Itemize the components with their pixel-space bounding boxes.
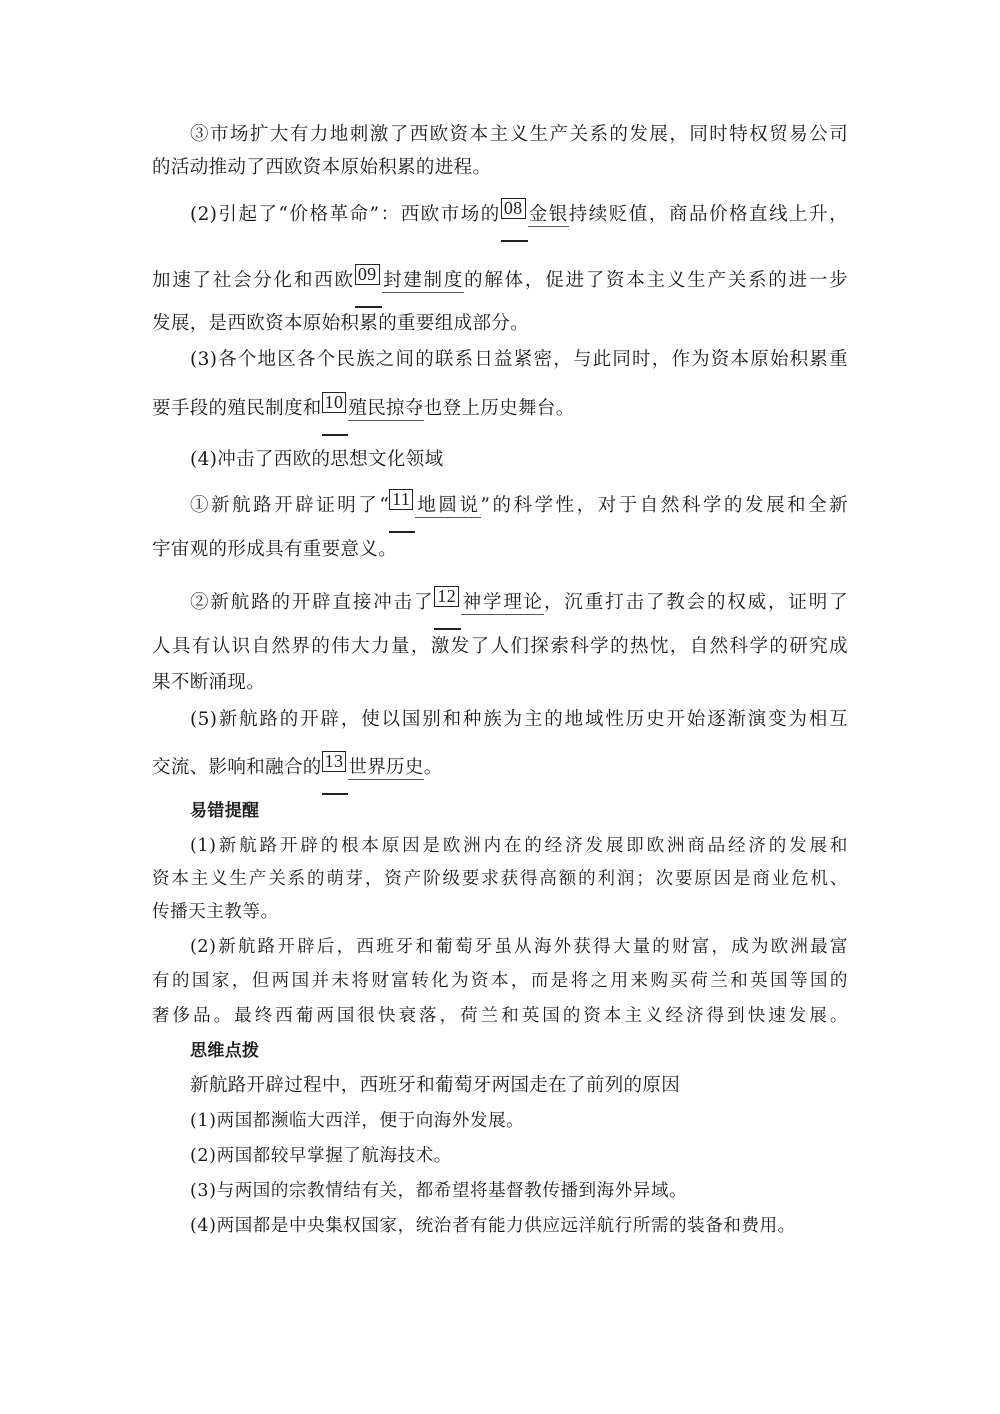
answer-text: 神学理论 <box>461 592 545 613</box>
text: 资本主义生产关系的萌芽，资产阶级要求获得高额的利润；次要原因是商业危机、 <box>152 869 848 889</box>
text: 也登上历史舞台。 <box>423 398 575 419</box>
paragraph-round-earth-cont <box>152 537 848 563</box>
text: 的解体，促进了资本主义生产关系的进一步 <box>464 270 848 291</box>
text: 持续贬值，商品价格直线上升， <box>568 204 849 225</box>
heading-mistake-reminder: 易错提醒 <box>190 801 260 821</box>
paragraph-theology <box>190 586 848 624</box>
mistake-item-2-cont <box>152 968 848 994</box>
answer-blank-09 <box>355 264 382 308</box>
text: ，沉重打击了教会的权威，证明了 <box>544 592 848 613</box>
thinking-tips-intro: 新航路开辟过程中，西班牙和葡萄牙两国走在了前列的原因 <box>190 1075 681 1096</box>
blank-number-box: 11 <box>389 489 413 510</box>
text: ”的科学性，对于自然科学的发展和全新 <box>480 495 848 516</box>
paragraph-market-expansion <box>190 122 848 148</box>
text: (3)各个地区各个民族之间的联系日益紧密，与此同时，作为资本原始积累重 <box>190 349 848 370</box>
mistake-item-2-end <box>152 1003 848 1029</box>
paragraph-round-earth <box>190 489 848 527</box>
paragraph-price-revolution-end <box>152 311 848 337</box>
paragraph-thought-culture <box>190 447 848 473</box>
blank-number-box: 10 <box>322 392 347 413</box>
thinking-tip-item: (1)两国都濒临大西洋，便于向海外发展。 <box>190 1111 525 1131</box>
text: 人具有认识自然界的伟大力量，激发了人们探索科学的热忱，自然科学的研究成 <box>152 636 848 657</box>
mistake-item-2 <box>190 934 848 960</box>
text: 要手段的殖民制度和 <box>152 398 322 419</box>
answer-text: 殖民掠夺 <box>348 398 424 419</box>
text: (4)冲击了西欧的思想文化领域 <box>190 449 444 470</box>
text: ③市场扩大有力地刺激了西欧资本主义生产关系的发展，同时特权贸易公司 <box>190 124 848 145</box>
text: 。 <box>423 757 443 778</box>
paragraph-world-history-cont <box>152 751 848 789</box>
text: (1)新航路开辟的根本原因是欧洲内在的经济发展即欧洲商品经济的发展和 <box>190 836 848 856</box>
answer-text: 地圆说 <box>415 495 481 516</box>
answer-blank-08 <box>501 198 528 242</box>
paragraph-colonial-cont <box>152 392 848 430</box>
mistake-item-1-end <box>152 899 848 925</box>
text: 宇宙观的形成具有重要意义。 <box>152 539 398 560</box>
blank-number-box: 09 <box>355 264 380 285</box>
paragraph-price-revolution <box>190 198 849 236</box>
blank-number-box: 08 <box>501 198 526 219</box>
paragraph-price-revolution-cont <box>152 264 848 302</box>
mistake-item-1-cont <box>152 866 848 892</box>
answer-blank-12 <box>434 586 461 630</box>
text: (2)引起了“价格革命”：西欧市场的 <box>190 204 501 225</box>
mistake-item-1 <box>190 833 848 859</box>
paragraph-colonial <box>190 347 848 373</box>
text: 发展，是西欧资本原始积累的重要组成部分。 <box>152 313 530 334</box>
answer-blank-11 <box>389 489 415 533</box>
text: (5)新航路的开辟，使以国别和种族为主的地域性历史开始逐渐演变为相互 <box>190 709 848 730</box>
text: ②新航路的开辟直接冲击了 <box>190 592 435 613</box>
text: 有的国家，但两国并未将财富转化为资本，而是将之用来购买荷兰和英国等国的 <box>152 971 848 991</box>
paragraph-theology-end <box>152 670 848 696</box>
blank-number-box: 13 <box>322 751 347 772</box>
text: (2)新航路开辟后，西班牙和葡萄牙虽从海外获得大量的财富，成为欧洲最富 <box>190 937 848 957</box>
thinking-tip-item: (2)两国都较早掌握了航海技术。 <box>190 1146 452 1166</box>
paragraph-theology-cont <box>152 634 848 660</box>
text: 交流、影响和融合的 <box>152 757 322 778</box>
answer-blank-13 <box>322 751 349 795</box>
answer-text: 封建制度 <box>381 270 465 291</box>
text: 果不断涌现。 <box>152 672 266 693</box>
paragraph-world-history <box>190 707 848 733</box>
answer-blank-10 <box>322 392 349 436</box>
blank-number-box: 12 <box>434 586 459 607</box>
thinking-tip-item: (4)两国都是中央集权国家，统治者有能力供应远洋航行所需的装备和费用。 <box>190 1216 796 1236</box>
text: 传播天主教等。 <box>152 902 279 922</box>
thinking-tip-item: (3)与两国的宗教情结有关，都希望将基督教传播到海外异域。 <box>190 1181 688 1201</box>
text: ①新航路开辟证明了“ <box>190 495 390 516</box>
answer-text: 世界历史 <box>348 757 424 778</box>
paragraph-market-expansion-cont <box>152 155 848 181</box>
text: 奢侈品。最终西葡两国很快衰落，荷兰和英国的资本主义经济得到快速发展。 <box>152 1006 848 1026</box>
answer-text: 金银 <box>527 204 569 225</box>
text: 加速了社会分化和西欧 <box>152 270 355 291</box>
heading-thinking-tips: 思维点拨 <box>190 1041 260 1061</box>
text: 的活动推动了西欧资本原始积累的进程。 <box>152 157 492 178</box>
